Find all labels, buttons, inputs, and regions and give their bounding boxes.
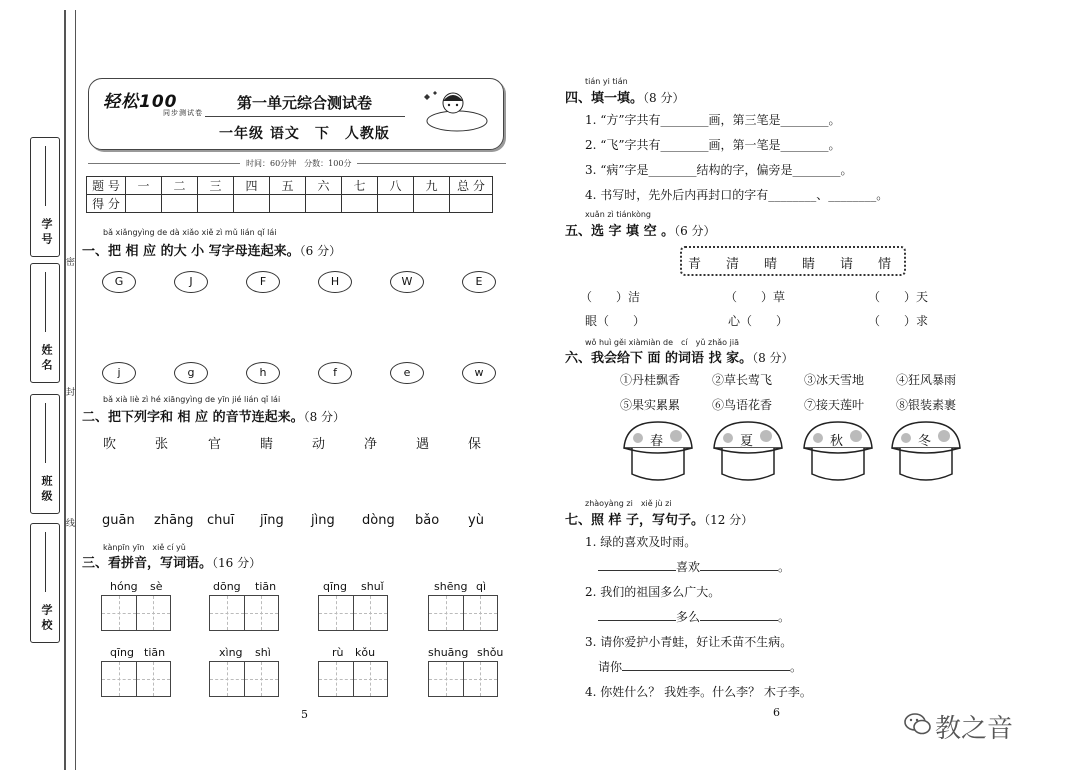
lower-letter[interactable]: w — [462, 362, 496, 384]
q4-line: 3. “病”字是________结构的字，偏旁是________。 — [585, 163, 853, 177]
school-label: 学 校 — [40, 604, 53, 630]
q7-pinyin: zhàoyàng zi xiě jù zi — [585, 499, 672, 508]
q2-char: 遇 — [416, 437, 430, 452]
q2-syllable: dòng — [362, 513, 395, 528]
upper-letter[interactable]: J — [174, 271, 208, 293]
student-id-box — [30, 137, 60, 257]
q6-title: 六、我会给下 面 的词语 找 家。（8 分） — [565, 351, 794, 366]
q4-line: 1. “方”字共有________画，第三笔是________。 — [585, 113, 841, 127]
q1-pinyin: bǎ xiǎngyìng de dà xiǎo xiě zì mǔ lián qǐ lái — [103, 228, 277, 237]
q7-sentence-2: 2. 我们的祖国多么广大。 — [585, 585, 721, 599]
writing-grid[interactable] — [209, 661, 279, 697]
writing-grid[interactable] — [101, 595, 171, 631]
writing-grid[interactable] — [318, 661, 388, 697]
q7-answer-3[interactable]: 请你 。 — [598, 660, 803, 674]
seal-mark-2: 封 — [66, 388, 76, 398]
house-label: 夏 — [740, 434, 754, 449]
q5-blank[interactable]: （ ）洁 — [580, 290, 641, 304]
q5-pinyin: xuǎn zì tiánkòng — [585, 210, 652, 219]
lower-letter[interactable]: j — [102, 362, 136, 384]
house-label: 秋 — [830, 434, 844, 449]
test-title: 第一单元综合测试卷 — [237, 94, 373, 112]
q2-char: 净 — [364, 437, 378, 452]
q2-syllable: bǎo — [415, 513, 440, 528]
q2-syllable: jìng — [311, 513, 335, 528]
binding-line-inner — [75, 10, 76, 770]
q4-line: 4. 书写时，先外后内再封口的字有________、________。 — [585, 188, 889, 202]
q2-syllable: yù — [468, 513, 484, 528]
q6-phrase: ①丹桂飘香 — [620, 373, 681, 387]
q7-sentence-1: 1. 绿的喜欢及时雨。 — [585, 535, 697, 549]
q2-title: 二、把下列字和 相 应 的音节连起来。（8 分） — [82, 410, 346, 425]
score-table: 题 号 一 二 三 四 五 六 七 八 九 总 分 得 分 — [86, 176, 493, 213]
q6-phrase: ⑤果实累累 — [620, 398, 681, 412]
seal-mark-1: 密 — [66, 258, 76, 268]
q5-blank[interactable]: （ ）天 — [868, 290, 929, 304]
mushroom-house-icon[interactable] — [886, 418, 966, 486]
mushroom-house-icon[interactable] — [798, 418, 878, 486]
house-label: 冬 — [918, 434, 932, 449]
lower-letter[interactable]: e — [390, 362, 424, 384]
q2-char: 动 — [312, 437, 326, 452]
lower-letter[interactable]: h — [246, 362, 280, 384]
q2-syllable: guān — [102, 513, 135, 528]
q5-blank[interactable]: 眼（ ） — [585, 314, 646, 328]
upper-letter[interactable]: F — [246, 271, 280, 293]
watermark-text: 教之音 — [935, 714, 1014, 744]
q2-char: 吹 — [103, 437, 117, 452]
q2-char: 张 — [155, 437, 169, 452]
q2-syllable: chuī — [207, 513, 235, 528]
q3-pinyin: kànpīn yīn xiě cí yǔ — [103, 543, 186, 552]
lower-letter[interactable]: f — [318, 362, 352, 384]
q2-char: 保 — [468, 437, 482, 452]
q2-char: 睛 — [260, 437, 274, 452]
q2-char: 官 — [208, 437, 222, 452]
q7-sentence-3: 3. 请你爱护小青蛙，好让禾苗不生病。 — [585, 635, 793, 649]
cartoon-boy-icon — [419, 87, 489, 139]
q6-phrase: ④狂风暴雨 — [896, 373, 957, 387]
mushroom-house-icon[interactable] — [708, 418, 788, 486]
brand-logo: 轻松100 同步测试卷 — [103, 92, 203, 117]
writing-grid[interactable] — [428, 595, 498, 631]
q2-syllable: zhāng — [154, 513, 194, 528]
q6-phrase: ⑧银装素裹 — [896, 398, 957, 412]
time-info: 时间：60分钟 分数：100分 — [240, 158, 357, 169]
wechat-logo-icon — [903, 711, 933, 737]
writing-grid[interactable] — [101, 661, 171, 697]
writing-grid[interactable] — [428, 661, 498, 697]
q2-pinyin: bǎ xià liè zì hé xiāngyìng de yīn jié lián qǐ lái — [103, 395, 281, 404]
lower-letter[interactable]: g — [174, 362, 208, 384]
student-id-label: 学 号 — [40, 218, 53, 244]
student-name-box — [30, 263, 60, 383]
q4-title: 四、填一填。（8 分） — [565, 91, 685, 106]
q6-phrase: ⑦接天莲叶 — [804, 398, 865, 412]
q4-pinyin: tián yi tián — [585, 77, 628, 86]
q7-title: 七、照 样 子，写句子。（12 分） — [565, 513, 754, 528]
upper-letter[interactable]: W — [390, 271, 424, 293]
q5-blank[interactable]: （ ）草 — [725, 290, 786, 304]
q2-syllable: jīng — [260, 513, 284, 528]
house-label: 春 — [650, 434, 664, 449]
seal-mark-3: 线 — [66, 519, 76, 529]
writing-grid[interactable] — [318, 595, 388, 631]
q6-phrase: ②草长莺飞 — [712, 373, 773, 387]
q7-answer-2[interactable]: 多么 。 — [598, 608, 790, 625]
q6-phrase: ⑥鸟语花香 — [712, 398, 773, 412]
q6-phrase: ③冰天雪地 — [804, 373, 865, 387]
q6-pinyin: wǒ huì gěi xiàmiàn de cí yǔ zhǎo jiā — [585, 338, 739, 347]
upper-letter[interactable]: H — [318, 271, 352, 293]
q7-sentence-4: 4. 你姓什么？ 我姓李。什么李？ 木子李。 — [585, 685, 812, 699]
q5-blank[interactable]: （ ）求 — [868, 314, 929, 328]
test-subtitle: 一年级 语文 下 人教版 — [219, 126, 390, 142]
upper-letter[interactable]: E — [462, 271, 496, 293]
student-name-label: 姓 名 — [40, 344, 53, 370]
q4-line: 2. “飞”字共有________画，第一笔是________。 — [585, 138, 841, 152]
school-box — [30, 523, 60, 643]
q7-answer-1[interactable]: 喜欢 。 — [598, 558, 790, 575]
class-box — [30, 394, 60, 514]
class-label: 班 级 — [40, 475, 53, 501]
page-number-right: 6 — [773, 706, 780, 719]
mushroom-house-icon[interactable] — [618, 418, 698, 486]
upper-letter[interactable]: G — [102, 271, 136, 293]
q1-title: 一、把 相 应 的大 小 写字母连起来。（6 分） — [82, 244, 342, 259]
word-choice-box: 青 清 晴 睛 请 情 — [680, 246, 906, 276]
page-number-left: 5 — [301, 708, 308, 721]
writing-grid[interactable] — [209, 595, 279, 631]
q5-title: 五、选 字 填 空 。（6 分） — [565, 224, 716, 239]
test-header — [88, 78, 504, 150]
q3-title: 三、看拼音，写词语。（16 分） — [82, 556, 262, 571]
q5-blank[interactable]: 心（ ） — [728, 314, 789, 328]
